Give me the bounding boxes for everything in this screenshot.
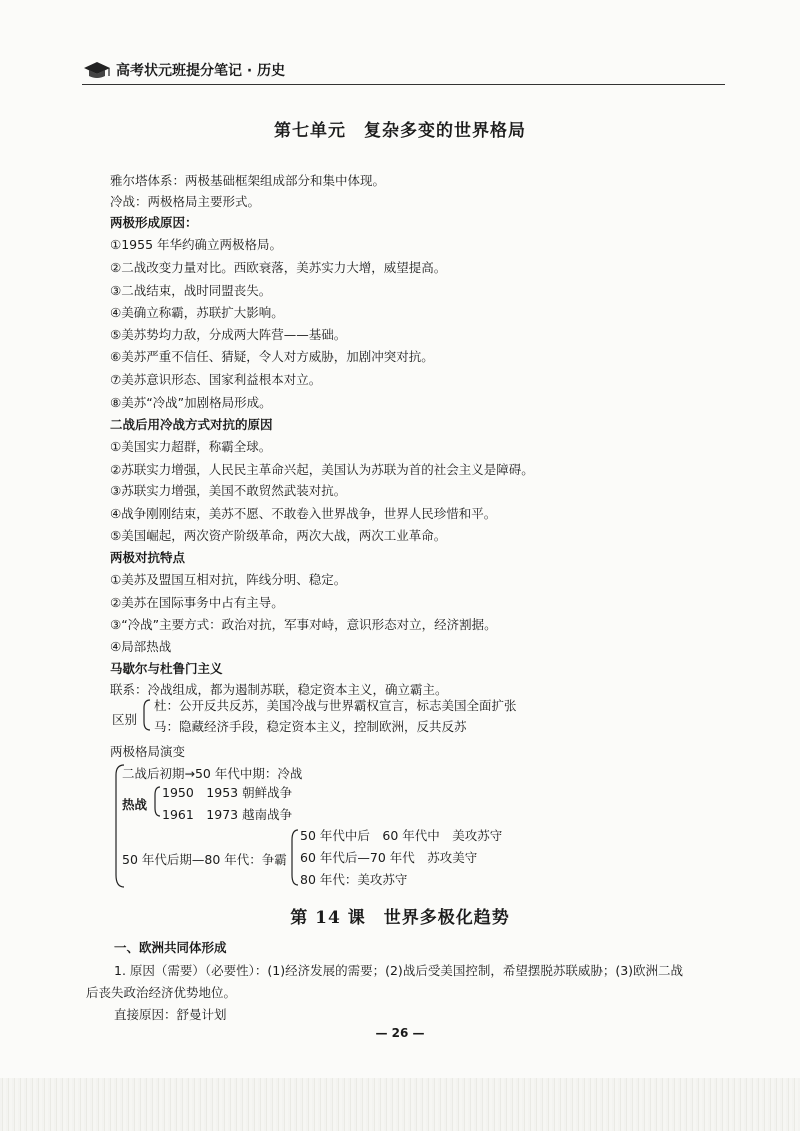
section-heading: 一、欧洲共同体形成	[114, 940, 227, 955]
note-line: ⑦美苏意识形态、国家利益根本对立。	[110, 372, 322, 387]
paragraph-line: 1. 原因（需要）（必要性）：(1)经济发展的需要；(2)战后受美国控制，希望摆脱苏联威胁；(3)欧洲二战	[114, 963, 684, 978]
note-line: ①美国实力超群，称霸全球。	[110, 439, 272, 454]
running-header	[82, 60, 285, 80]
note-line: ④局部热战	[110, 639, 172, 654]
hotwar-item: 1961 1973 越南战争	[162, 807, 293, 822]
hotwar-item: 1950 1953 朝鲜战争	[162, 785, 293, 800]
note-line: ③二战结束，战时同盟丧失。	[110, 283, 272, 298]
note-line: ⑤美国崛起，两次资产阶级革命，两次大战，两次工业革命。	[110, 528, 447, 543]
paragraph-line: 后丧失政治经济优势地位。	[86, 985, 237, 1000]
note-line: ①美苏及盟国互相对抗，阵线分明、稳定。	[110, 572, 347, 587]
stage2-item: 50 年代中后 60 年代中 美攻苏守	[300, 828, 503, 843]
page-number: — 26 —	[375, 1026, 425, 1040]
note-line: ④美确立称霸，苏联扩大影响。	[110, 305, 284, 320]
note-line: ②二战改变力量对比。西欧衰落，美苏实力大增，威望提高。	[110, 260, 447, 275]
note-line: ①1955 年华约确立两极格局。	[110, 237, 282, 252]
hotwar-label: 热战	[122, 797, 148, 812]
lesson-title: 第 14 课 世界多极化趋势	[290, 908, 510, 928]
note-line: ④战争刚刚结束，美苏不愿、不敢卷入世界战争，世界人民珍惜和平。	[110, 506, 497, 521]
distinction-item: 杜：公开反共反苏，美国冷战与世界霸权宣言，标志美国全面扩张	[154, 698, 517, 713]
distinction-item: 马：隐藏经济手段，稳定资本主义，控制欧洲，反共反苏	[154, 719, 467, 734]
unit-title: 第七单元 复杂多变的世界格局	[274, 121, 526, 141]
section-heading: 两极形成原因：	[110, 215, 198, 230]
note-line: ②美苏在国际事务中占有主导。	[110, 595, 284, 610]
note-line: 雅尔塔体系：两极基础框架组成部分和集中体现。	[110, 173, 386, 188]
note-line: ⑥美苏严重不信任、猜疑，令人对方威胁，加剧冲突对抗。	[110, 349, 434, 364]
note-line: ⑧美苏“冷战”加剧格局形成。	[110, 395, 272, 410]
header-rule	[82, 84, 725, 85]
stage2-item: 60 年代后—70 年代 苏攻美守	[300, 850, 478, 865]
note-line: 联系：冷战组成，都为遏制苏联，稳定资本主义，确立霸主。	[110, 682, 448, 697]
note-line: ②苏联实力增强，人民民主革命兴起，美国认为苏联为首的社会主义是障碍。	[110, 462, 534, 477]
note-line: ⑤美苏势均力敌，分成两大阵营——基础。	[110, 327, 347, 342]
section-heading: 马歇尔与杜鲁门主义	[110, 661, 223, 676]
scan-noise-strip	[0, 1078, 800, 1131]
note-line: ③苏联实力增强，美国不敢贸然武装对抗。	[110, 483, 347, 498]
evolution-title: 两极格局演变	[110, 744, 186, 759]
stage2-item: 80 年代：美攻苏守	[300, 872, 408, 887]
section-heading: 二战后用冷战方式对抗的原因	[110, 417, 273, 432]
note-line: 冷战：两极格局主要形式。	[110, 194, 261, 209]
header-title: 高考状元班提分笔记 · 历史	[116, 63, 286, 79]
graduation-cap-icon	[82, 60, 112, 80]
evolution-stage1: 二战后初期→50 年代中期：冷战	[122, 766, 303, 781]
section-heading: 两极对抗特点	[110, 550, 186, 565]
evolution-stage2: 50 年代后期—80 年代：争霸	[122, 852, 287, 867]
note-line: ③“冷战”主要方式：政治对抗，军事对峙，意识形态对立，经济割据。	[110, 617, 497, 632]
paragraph-line: 直接原因：舒曼计划	[114, 1007, 227, 1022]
distinction-label: 区别	[112, 712, 138, 727]
